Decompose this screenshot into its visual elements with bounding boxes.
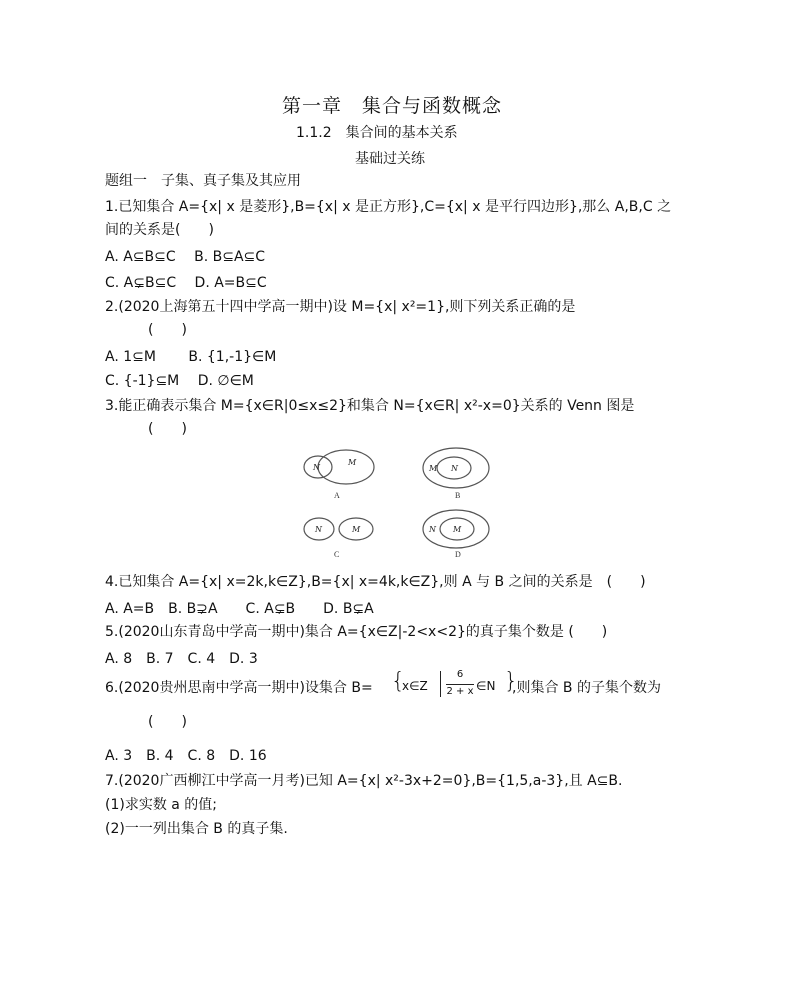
q6-frac-num: 6 — [456, 669, 464, 680]
q6-frac-den: 2 + x — [446, 686, 474, 697]
venn-label-d: D — [455, 550, 461, 559]
section-title: 1.1.2 集合间的基本关系 — [296, 125, 458, 141]
venn-a-m-label: M — [348, 458, 357, 467]
venn-diagram-d — [418, 508, 498, 552]
venn-a-m-ellipse — [318, 450, 374, 484]
venn-c-n-label: N — [315, 525, 322, 534]
q6-frac-bar — [446, 684, 474, 685]
q6-set-divider — [440, 671, 441, 697]
q2-options-ab: A. 1⊆M B. {1,-1}∈M — [105, 349, 277, 365]
q2-answer-paren: ( ) — [148, 322, 187, 338]
q6-stem-end: ,则集合 B 的子集个数为 — [512, 680, 661, 696]
venn-label-a: A — [334, 491, 340, 500]
q4-options: A. A=B B. B⊋A C. A⊊B D. B⊊A — [105, 601, 374, 617]
level-title: 基础过关练 — [355, 151, 425, 167]
venn-label-b: B — [455, 491, 461, 500]
q7-stem: 7.(2020广西柳江中学高一月考)已知 A={x| x²-3x+2=0},B={1,5,a-3},且 A⊆B. — [105, 773, 623, 789]
q1-options-ab: A. A⊆B⊆C B. B⊆A⊆C — [105, 249, 266, 265]
venn-a-n-label: N — [313, 463, 320, 472]
chapter-title: 第一章 集合与函数概念 — [282, 95, 503, 117]
q1-stem-line2: 间的关系是( ) — [105, 222, 214, 238]
venn-label-c: C — [334, 550, 340, 559]
venn-b-m-label: M — [429, 464, 438, 473]
q6-brace-right: } — [504, 669, 518, 694]
q6-set-cond: ∈N — [476, 679, 496, 693]
q6-set-var: x∈Z — [402, 679, 428, 693]
venn-b-n-label: N — [451, 464, 458, 473]
q7-part2: (2)一一列出集合 B 的真子集. — [105, 821, 288, 837]
q3-answer-paren: ( ) — [148, 421, 187, 437]
q3-stem: 3.能正确表示集合 M={x∈R|0≤x≤2}和集合 N={x∈R| x²-x=0}关系的 Venn 图是 — [105, 398, 635, 414]
venn-d-m-label: M — [453, 525, 462, 534]
venn-diagram-c — [300, 512, 380, 552]
q6-options: A. 3 B. 4 C. 8 D. 16 — [105, 748, 267, 764]
venn-c-m-label: M — [352, 525, 361, 534]
q6-brace-left: { — [391, 669, 405, 694]
venn-diagram-b — [418, 446, 498, 496]
q1-stem-line1: 1.已知集合 A={x| x 是菱形},B={x| x 是正方形},C={x| x 是平行四边形},那么 A,B,C 之 — [105, 199, 672, 215]
q7-part1: (1)求实数 a 的值; — [105, 797, 218, 813]
q2-options-cd: C. {-1}⊆M D. ∅∈M — [105, 373, 254, 389]
q2-stem: 2.(2020上海第五十四中学高一期中)设 M={x| x²=1},则下列关系正确的是 — [105, 299, 576, 315]
q4-stem: 4.已知集合 A={x| x=2k,k∈Z},B={x| x=4k,k∈Z},则 A 与 B 之间的关系是 ( ) — [105, 574, 646, 590]
q5-stem: 5.(2020山东青岛中学高一期中)集合 A={x∈Z|-2<x<2}的真子集个数是 ( ) — [105, 624, 608, 640]
q5-options: A. 8 B. 7 C. 4 D. 3 — [105, 651, 258, 667]
q6-stem-start: 6.(2020贵州思南中学高一期中)设集合 B= — [105, 680, 373, 696]
q6-answer-paren: ( ) — [148, 714, 187, 730]
venn-d-n-label: N — [429, 525, 436, 534]
q1-options-cd: C. A⊊B⊆C D. A=B⊆C — [105, 275, 267, 291]
venn-diagram-a — [300, 448, 380, 498]
group-heading: 题组一 子集、真子集及其应用 — [105, 173, 301, 189]
